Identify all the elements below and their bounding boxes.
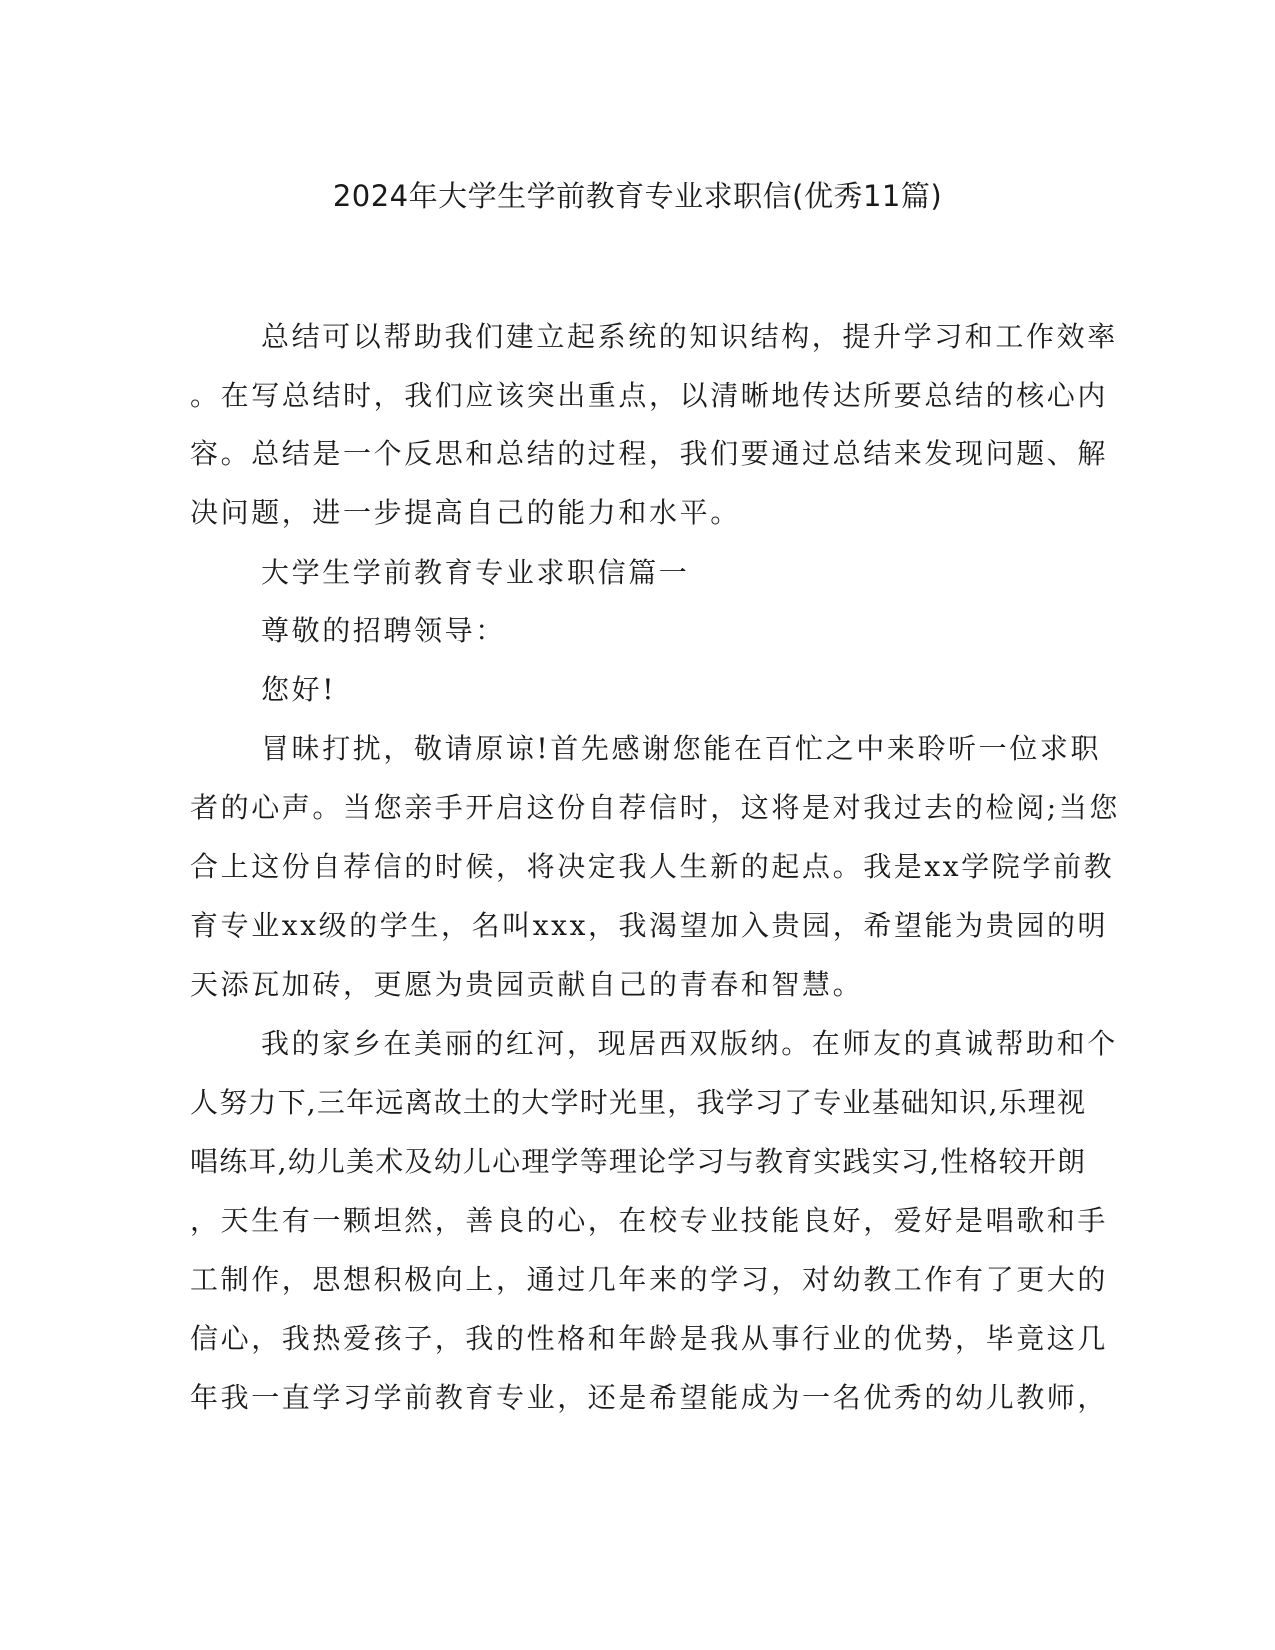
paragraph-line: 天添瓦加砖，更愿为贵园贡献自己的青春和智慧。 [190,968,864,1001]
greeting: 您好! [261,673,337,706]
salutation: 尊敬的招聘领导： [261,614,506,647]
paragraph-line: 年我一直学习学前教育专业，还是希望能成为一名优秀的幼儿教师， [190,1381,1109,1414]
paragraph-line: 工制作，思想积极向上，通过几年来的学习，对幼教工作有了更大的 [190,1263,1109,1296]
paragraph-line: 决问题，进一步提高自己的能力和水平。 [190,496,741,529]
paragraph-line: 者的心声。当您亲手开启这份自荐信时，这将是对我过去的检阅;当您 [190,791,1121,824]
paragraph-line: 育专业xx级的学生，名叫xxx，我渴望加入贵园，希望能为贵园的明 [190,909,1109,942]
paragraph-line: 合上这份自荐信的时候，将决定我人生新的起点。我是xx学院学前教 [190,850,1115,883]
paragraph-line: 我的家乡在美丽的红河，现居西双版纳。在师友的真诚帮助和个 [261,1027,1118,1060]
paragraph-line: 人努力下,三年远离故土的大学时光里，我学习了专业基础知识,乐理视 [190,1086,1087,1119]
paragraph-line: 总结可以帮助我们建立起系统的知识结构，提升学习和工作效率 [261,320,1118,353]
section-heading: 大学生学前教育专业求职信篇一 [261,556,690,589]
paragraph-line: 信心，我热爱孩子，我的性格和年龄是我从事行业的优势，毕竟这几 [190,1322,1109,1355]
paragraph-line: 冒昧打扰，敬请原谅!首先感谢您能在百忙之中来聆听一位求职 [261,732,1102,765]
paragraph-line: 容。总结是一个反思和总结的过程，我们要通过总结来发现问题、解 [190,437,1109,470]
paragraph-line: 。在写总结时，我们应该突出重点，以清晰地传达所要总结的核心内 [190,379,1109,412]
document-title: 2024年大学生学前教育专业求职信(优秀11篇) [332,179,943,213]
paragraph-line: ，天生有一颗坦然，善良的心，在校专业技能良好，爱好是唱歌和手 [190,1204,1109,1237]
paragraph-line: 唱练耳,幼儿美术及幼儿心理学等理论学习与教育实践实习,性格较开朗 [190,1145,1087,1178]
